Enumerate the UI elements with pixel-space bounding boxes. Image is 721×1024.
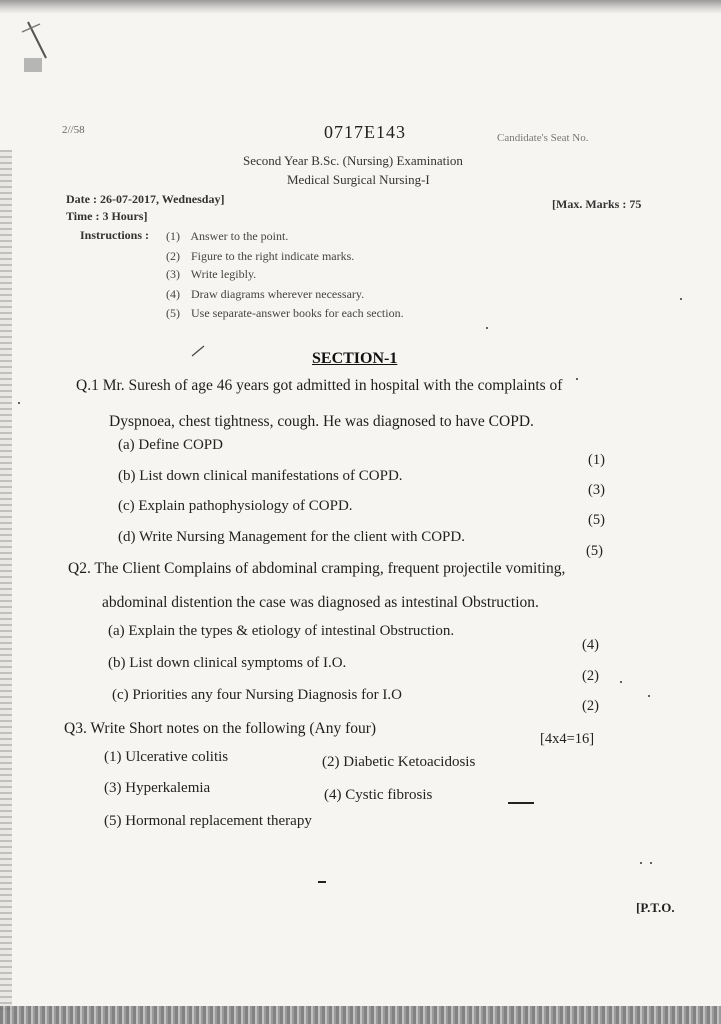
q2-part-c-marks: (2) <box>582 698 599 714</box>
exam-title: Second Year B.Sc. (Nursing) Examination <box>243 153 463 168</box>
subject-title: Medical Surgical Nursing-I <box>287 172 430 187</box>
exam-date: Date : 26-07-2017, Wednesday] <box>66 192 225 206</box>
q1-part-c: (c) Explain pathophysiology of COPD. <box>118 498 353 514</box>
ink-dot <box>648 695 650 697</box>
candidate-seat-label: Candidate's Seat No. <box>497 132 589 144</box>
q1-part-a-marks: (1) <box>588 452 605 468</box>
q3-item-4: (4) Cystic fibrosis <box>324 787 433 803</box>
q3-item-2: (2) Diabetic Ketoacidosis <box>322 754 476 770</box>
paper-top-edge <box>0 0 721 14</box>
paper-code: 0717E143 <box>324 122 406 142</box>
instruction-item: (4) Draw diagrams wherever necessary. <box>166 287 365 301</box>
paper-serial: 2//58 <box>62 124 85 136</box>
ink-dot <box>18 402 20 404</box>
ink-dot <box>640 862 642 864</box>
q1-part-b-marks: (3) <box>588 482 605 498</box>
instructions-label: Instructions : <box>80 228 150 242</box>
q2-stem-line2: abdominal distention the case was diagnosed as intestinal Obstruction. <box>102 594 539 611</box>
staple-mark <box>18 18 52 78</box>
ink-dot <box>576 378 578 380</box>
ink-dot <box>620 681 622 683</box>
q2-part-b: (b) List down clinical symptoms of I.O. <box>108 655 347 671</box>
q1-part-a: (a) Define COPD <box>118 437 223 453</box>
q3-item-5: (5) Hormonal replacement therapy <box>104 813 312 829</box>
paper-left-edge <box>0 150 12 1010</box>
q3-item-3: (3) Hyperkalemia <box>104 780 211 796</box>
exam-time: Time : 3 Hours] <box>66 209 148 223</box>
ink-dot <box>486 327 488 329</box>
q1-stem-line1: Q.1 Mr. Suresh of age 46 years got admitted in hospital with the complaints of <box>76 377 563 394</box>
instruction-item: (5) Use separate-answer books for each section. <box>166 306 404 320</box>
q2-part-c: (c) Priorities any four Nursing Diagnosis for I.O <box>112 687 402 703</box>
q1-part-d-marks: (5) <box>586 543 603 559</box>
q3-marks: [4x4=16] <box>540 731 595 747</box>
q2-part-b-marks: (2) <box>582 668 599 684</box>
instruction-item: (3) Write legibly. <box>166 267 257 281</box>
q1-part-c-marks: (5) <box>588 512 605 528</box>
q1-part-d: (d) Write Nursing Management for the client with COPD. <box>118 529 465 545</box>
q3-item-1: (1) Ulcerative colitis <box>104 749 229 765</box>
q1-part-b: (b) List down clinical manifestations of COPD. <box>118 468 403 484</box>
q2-stem-line1: Q2. The Client Complains of abdominal cramping, frequent projectile vomiting, <box>68 560 566 577</box>
q1-stem-line2: Dyspnoea, chest tightness, cough. He was diagnosed to have COPD. <box>109 413 534 430</box>
ink-dot <box>680 298 682 300</box>
pto-note: [P.T.O. <box>636 900 675 915</box>
q3-stem: Q3. Write Short notes on the following (Any four) <box>64 720 377 737</box>
ink-dot <box>650 862 652 864</box>
max-marks: [Max. Marks : 75 <box>552 197 642 211</box>
paper-bottom-edge <box>0 1006 721 1024</box>
q2-part-a-marks: (4) <box>582 637 599 653</box>
ink-mark <box>318 881 326 883</box>
q2-part-a: (a) Explain the types & etiology of intestinal Obstruction. <box>108 623 455 639</box>
instruction-item: (2) Figure to the right indicate marks. <box>166 249 355 263</box>
pen-mark <box>190 344 208 358</box>
instruction-item: (1) Answer to the point. <box>166 229 289 243</box>
section-title: SECTION-1 <box>312 350 398 367</box>
ink-mark <box>508 802 534 804</box>
